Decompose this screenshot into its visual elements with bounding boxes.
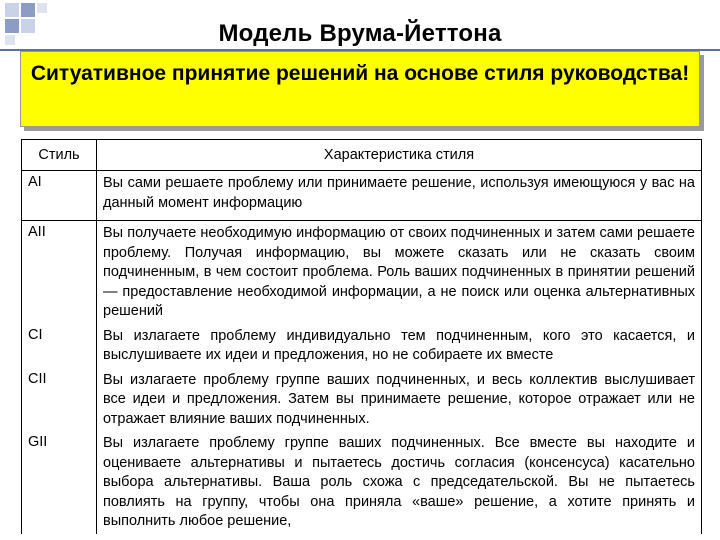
style-description: Вы излагаете проблему индивидуально тем подчиненным, кого это касается, и выслушиваете их идеи и предложения, но не собираете их вместе — [97, 324, 702, 368]
table-row — [22, 171, 702, 221]
banner-callout: Ситуативное принятие решений на основе стиля руководства! — [20, 51, 700, 127]
styles-table — [21, 139, 702, 534]
style-code: AI — [22, 171, 97, 221]
table-header-row — [22, 140, 702, 171]
style-description: Вы излагаете проблему группе ваших подчиненных, и весь коллектив выслушивает все идеи и предложения. Затем вы принимаете решение, которое отражает или не отражает влияние ваших подчиненных. — [97, 368, 702, 432]
column-header-description: Характеристика стиля — [97, 140, 702, 171]
slide-title: Модель Врума-Йеттона — [218, 20, 502, 47]
table-row — [22, 431, 702, 534]
table-row — [22, 221, 702, 324]
style-code: CI — [22, 324, 97, 368]
table-row — [22, 368, 702, 432]
style-description: Вы получаете необходимую информацию от своих подчиненных и затем сами решаете проблему. Получая информацию, вы можете сказать или не сказать своим подчиненным, в чем состоит проблема. Роль ваших подчиненных в принятии решений — предоставление необходимой информации, а не поиск или оценка альтернативных решений — [97, 221, 702, 324]
style-code: GII — [22, 431, 97, 534]
style-code: AII — [22, 221, 97, 324]
style-code: CII — [22, 368, 97, 432]
table-row — [22, 324, 702, 368]
style-description: Вы сами решаете проблему или принимаете решение, используя имеющуюся у вас на данный момент информацию — [97, 171, 702, 221]
column-header-style: Стиль — [22, 140, 97, 171]
style-description: Вы излагаете проблему группе ваших подчиненных. Все вместе вы находите и оцениваете альтернативы и пытаетесь достичь согласия (консенсуса) касательно выбора альтернативы. Ваша роль схожа с председательской. Вы не пытаетесь повлиять на группу, чтобы она приняла «ваше» решение, а хотите принять и выполнить любое решение, — [97, 431, 702, 534]
